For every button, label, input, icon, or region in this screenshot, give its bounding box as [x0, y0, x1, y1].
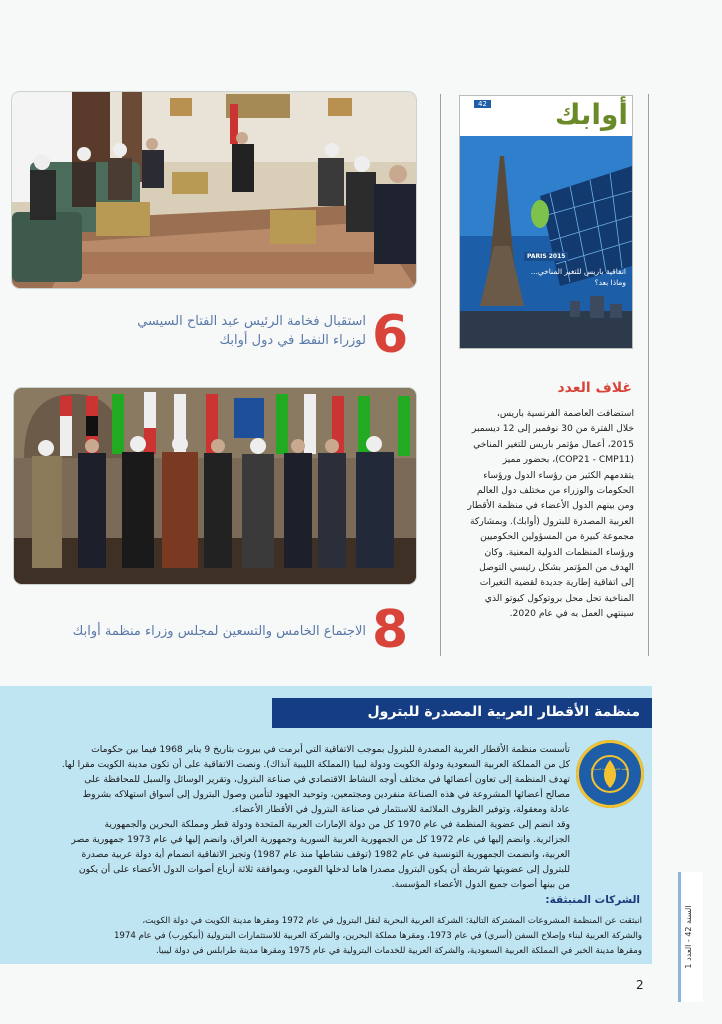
photo2-caption: الاجتماع الخامس والتسعين لمجلس وزراء منظمة أوابك	[72, 624, 366, 639]
cover-line: ومن بينهم الدول الأعضاء في منظمة الأقطار	[467, 500, 634, 512]
divider-line-left	[440, 94, 441, 656]
cover-paris-badge: PARIS 2015	[524, 252, 568, 261]
page-number: 2	[636, 978, 644, 992]
cover-line: الحكومات والوزراء من مختلف دول العالم	[476, 485, 634, 497]
oapec-companies	[14, 914, 642, 959]
oapec-line: عادلة ومعقولة، وتوفير الظروف الملائمة للاستثمار في صناعة البترول في الأقطار الأعضاء.	[231, 804, 570, 815]
oapec-line: تأسست منظمة الأقطار العربية المصدرة للبترول بموجب الاتفاقية التي أبرمت في بيروت بتاريخ 9 يناير 1968 فيما بين حكومات	[91, 744, 570, 755]
cover-line: سينتهي العمل به في عام 2020.	[509, 608, 634, 620]
oapec-line: كل من المملكة العربية السعودية ودولة الكويت ودولة ليبيا (المملكة الليبية آنذاك). ونصت الاتفاقية على أن تكون مدينة الكويت مقرا لها.	[61, 759, 570, 770]
photo1-number: 6	[372, 305, 409, 365]
cover-line: استضافت العاصمة الفرنسية باريس،	[496, 408, 634, 419]
cover-headline	[522, 266, 626, 288]
oapec-sub-line: ومقرها مدينة الخبر في المملكة العربية السعودية، والشركة العربية للخدمات البترولية في عام 1975 ومقرها مدينة طرابلس في دولة ليبيا.	[155, 946, 642, 956]
cover-issue-badge: 42	[474, 100, 491, 108]
photo1-caption-line1: استقبال فخامة الرئيس عبد الفتاح السيسي	[137, 314, 366, 329]
cover-line: خلال الفترة من 30 نوفمبر إلى 12 ديسمبر	[471, 423, 634, 435]
photo-meeting	[12, 92, 416, 288]
photo1-caption-line2: لوزراء النفط في دول أوابك	[219, 333, 366, 348]
cover-line: يتقدمهم الكثير من رؤساء الدول ورؤساء	[483, 469, 634, 481]
cover-line: 2015، أعمال مؤتمر باريس للتغير المناخي	[473, 438, 634, 450]
oapec-logo-text: منظمة الأقطار العربية المصدرة للبترول	[590, 768, 630, 775]
oapec-line: تهدف المنظمة إلى تعاون أعضائها في مختلف أوجه النشاط الاقتصادي في صناعة البترول، وتقرير الوسائل والسبل للمحافظة على	[84, 774, 570, 785]
oapec-line: للبترول إلى عضويتها شريطة أن يكون البترول مصدرا هاما لدخلها القومي، وبموافقة ثلاثة أرباع أصوات الدول الأعضاء على أن يكون	[78, 864, 570, 875]
oapec-sub-line: انبثقت عن المنظمة المشروعات المشتركة التالية: الشركة العربية البحرية لنقل البترول في عام 1972 ومقرها مدينة الكويت في دولة الكويت،	[142, 916, 642, 926]
cover-art	[460, 96, 632, 348]
cover-line: الهدف من المؤتمر بشكل رئيسي التوصل	[479, 562, 634, 574]
cover-line: المناخية تحل محل بروتوكول كيوتو الذي	[484, 592, 634, 604]
oapec-line: وقد انضم إلى عضوية المنظمة في عام 1970 كل من دولة الإمارات العربية المتحدة ودولة قطر ومملكة البحرين والجمهورية	[104, 819, 570, 830]
cover-body	[454, 406, 634, 622]
photo-group-image	[14, 388, 416, 584]
photo2-number: 8	[372, 600, 409, 660]
cover-headline-line2: وماذا بعد؟	[594, 278, 626, 287]
oapec-line: الجزائرية. وانضم إليها في عام 1972 كل من الجمهورية العربية السورية وجمهورية العراق، وانضم إليها في عام 1973 جمهورية مصر	[71, 834, 570, 845]
photo-group	[14, 388, 416, 584]
cover-thumbnail	[460, 96, 632, 348]
oapec-paragraph	[14, 742, 570, 892]
oapec-line: مصالح أعضائها المشروعة في هذه الصناعة منفردين ومجتمعين، وتوحيد الجهود لتأمين وصول البترول إلى أسواق استهلاكه بشروط	[82, 789, 570, 800]
oapec-line: العربية، وانضمت الجمهورية التونسية في عام 1982 (توقف نشاطها منذ عام 1987) وتجيز الاتفاقية انضمام أية دولة عربية مصدرة	[81, 849, 570, 860]
divider-line-right	[648, 94, 649, 656]
cover-masthead: أوابك	[554, 98, 628, 131]
cover-line: ورؤساء المنظمات الدولية المعنية. وكان	[484, 546, 634, 558]
side-tab	[678, 872, 703, 1002]
oapec-title-band	[272, 698, 652, 728]
oapec-subtitle: الشركات المنبثقة:	[545, 894, 640, 906]
cover-line: مجموعة كبيرة من المسؤولين الحكوميين	[480, 531, 634, 543]
cover-line: (COP21 - CMP11)، بحضور مميز	[502, 454, 634, 466]
cover-section-title: غلاف العدد	[557, 380, 632, 396]
oapec-logo	[576, 740, 644, 808]
photo1-caption	[90, 312, 366, 350]
oapec-line: من بينها أصوات جميع الدول الأعضاء المؤسسة.	[391, 879, 570, 890]
cover-line: إلى اتفاقية إطارية جديدة لقضية التغيرات	[479, 577, 634, 589]
photo-meeting-image	[12, 92, 416, 288]
oapec-title: منظمة الأقطار العربية المصدرة للبترول	[367, 704, 640, 720]
side-tab-label: السنة 42 - العدد 1	[684, 905, 693, 969]
cover-headline-line1: اتفاقية باريس للتغير المناخي...	[530, 267, 626, 276]
oapec-sub-line: والشركة العربية لبناء وإصلاح السفن (أسري) في عام 1973، ومقرها مملكة البحرين، والشركة العربية للاستثمارات البترولية (أبيكورب) في عام 1974	[113, 931, 642, 941]
cover-line: العربية المصدرة للبترول (أوابك). وبمشاركة	[469, 515, 634, 527]
